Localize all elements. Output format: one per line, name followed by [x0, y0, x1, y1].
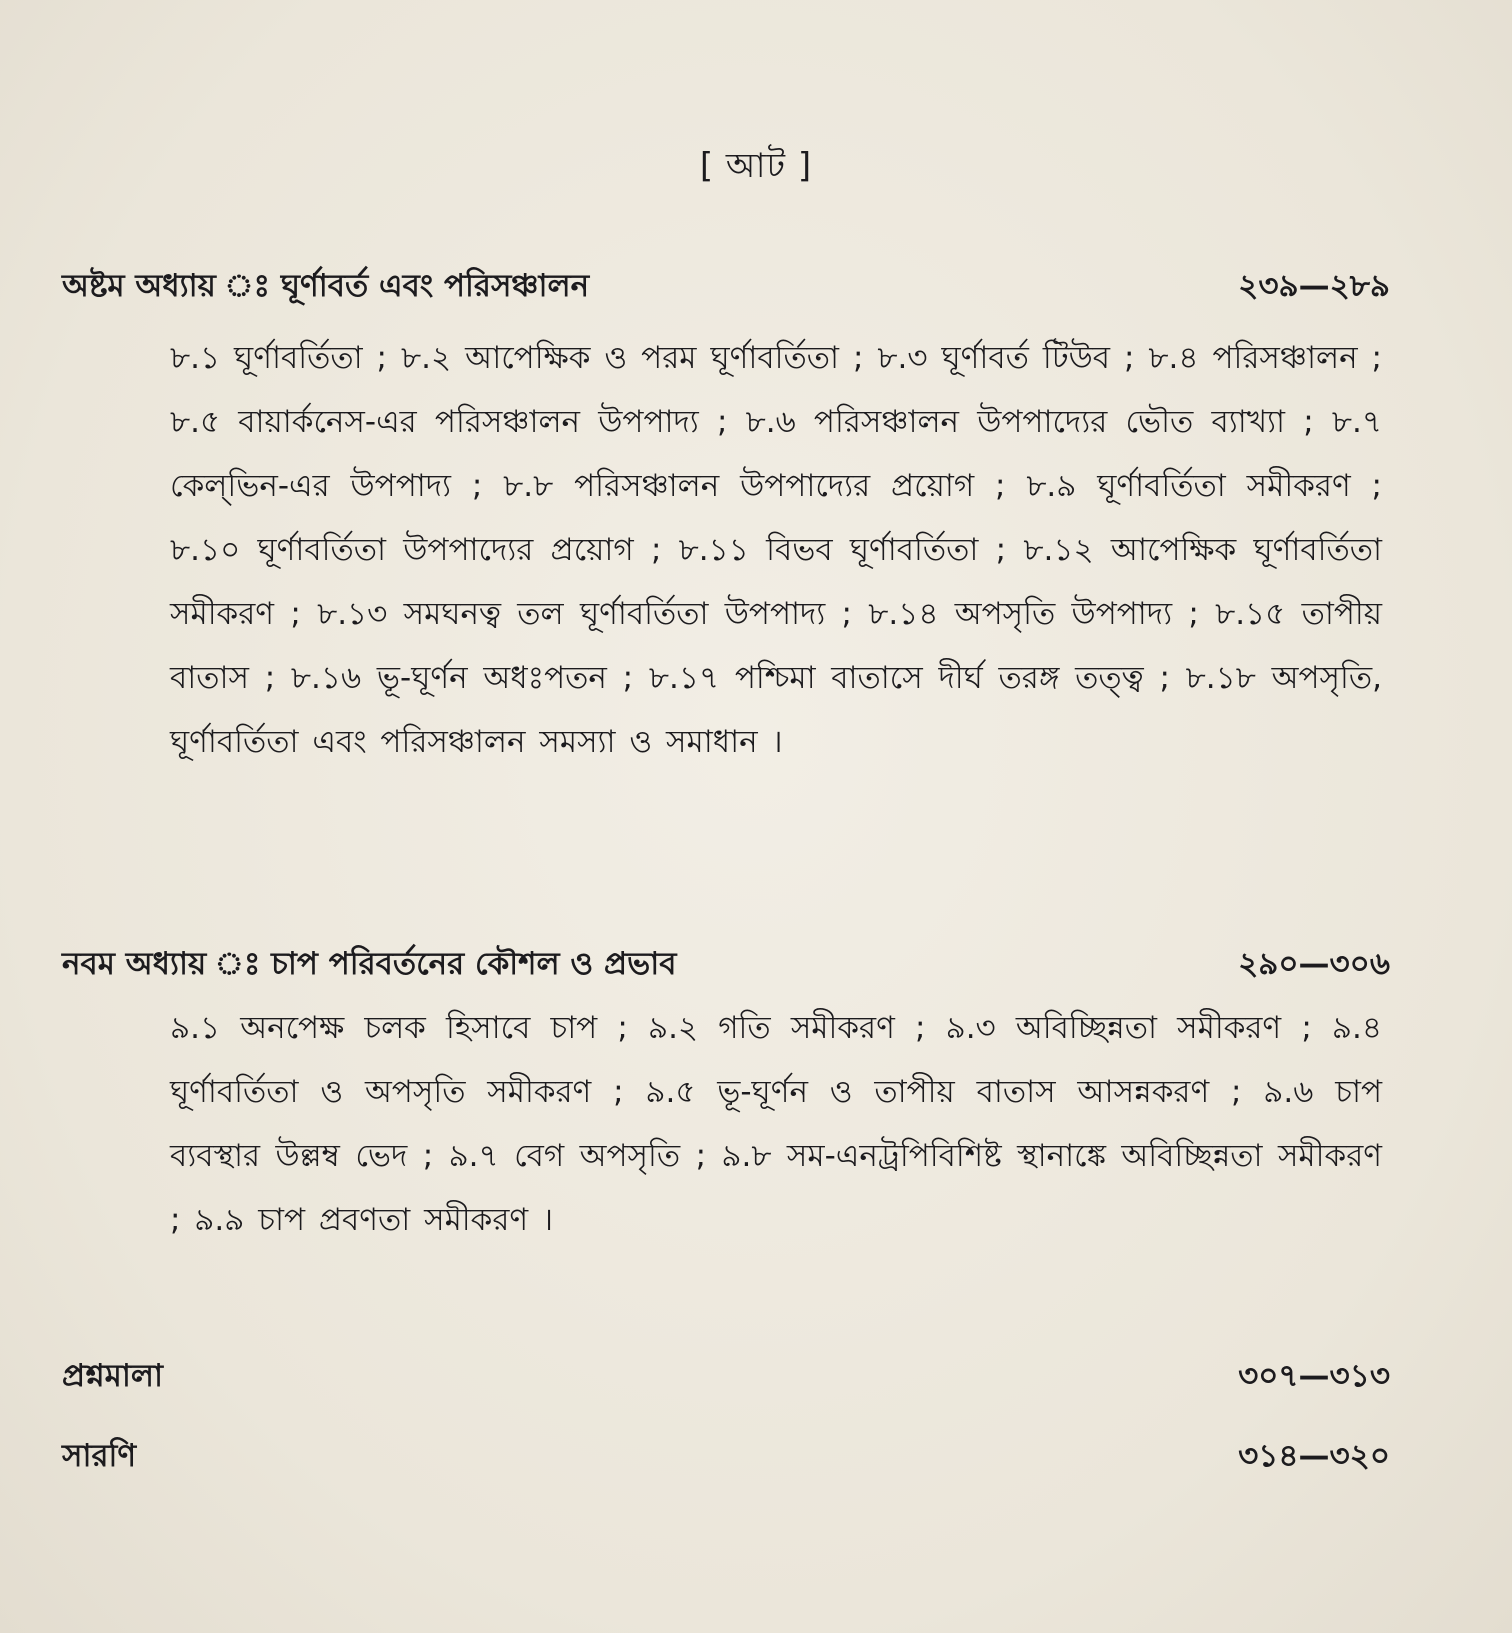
chapter-9-entry — [0, 940, 1512, 1252]
chapter-heading — [0, 262, 1512, 312]
tables-heading — [0, 1432, 1512, 1482]
questions-page-range: ৩০৭—৩১৩ — [1238, 1358, 1390, 1394]
chapter-contents: ৯.১ অনপেক্ষ চলক হিসাবে চাপ ; ৯.২ গতি সমীকরণ ; ৯.৩ অবিচ্ছিন্নতা সমীকরণ ; ৯.৪ ঘূর্ণাবর্তিতা ও অপসৃতি সমীকরণ ; ৯.৫ ভূ-ঘূর্ণন ও তাপীয় বাতাস আসন্নকরণ ; ৯.৬ চাপ ব্যবস্থার উল্লম্ব ভেদ ; ৯.৭ বেগ অপসৃতি ; ৯.৮ সম-এনট্রপিবিশিষ্ট স্থানাঙ্কে অবিচ্ছিন্নতা সমীকরণ ; ৯.৯ চাপ প্রবণতা সমীকরণ । — [170, 1010, 1382, 1238]
chapter-page-range: ২৯০—৩০৬ — [1238, 946, 1390, 982]
questions-entry — [0, 1352, 1512, 1402]
questions-title: প্রশ্নমালা — [62, 1358, 163, 1394]
chapter-title: নবম অধ্যায় ঃ চাপ পরিবর্তনের কৌশল ও প্রভাব — [62, 946, 677, 982]
chapter-page-range: ২৩৯—২৮৯ — [1238, 268, 1390, 304]
chapter-heading — [0, 940, 1512, 990]
chapter-contents: ৮.১ ঘূর্ণাবর্তিতা ; ৮.২ আপেক্ষিক ও পরম ঘূর্ণাবর্তিতা ; ৮.৩ ঘূর্ণাবর্ত টিউব ; ৮.৪ পরিসঞ্চালন ; ৮.৫ বায়ার্কনেস-এর পরিসঞ্চালন উপপাদ্য ; ৮.৬ পরিসঞ্চালন উপপাদ্যের ভৌত ব্যাখ্যা ; ৮.৭ কেল্‌ভিন-এর উপপাদ্য ; ৮.৮ পরিসঞ্চালন উপপাদ্যের প্রয়োগ ; ৮.৯ ঘূর্ণাবর্তিতা সমীকরণ ; ৮.১০ ঘূর্ণাবর্তিতা উপপাদ্যের প্রয়োগ ; ৮.১১ বিভব ঘূর্ণাবর্তিতা ; ৮.১২ আপেক্ষিক ঘূর্ণাবর্তিতা সমীকরণ ; ৮.১৩ সমঘনত্ব তল ঘূর্ণাবর্তিতা উপপাদ্য ; ৮.১৪ অপসৃতি উপপাদ্য ; ৮.১৫ তাপীয় বাতাস ; ৮.১৬ ভূ-ঘূর্ণন অধঃপতন ; ৮.১৭ পশ্চিমা বাতাসে দীর্ঘ তরঙ্গ তত্ত্ব ; ৮.১৮ অপসৃতি, ঘূর্ণাবর্তিতা এবং পরিসঞ্চালন সমস্যা ও সমাধান । — [170, 340, 1382, 760]
chapter-8-entry — [0, 262, 1512, 774]
tables-title: সারণি — [62, 1438, 137, 1474]
questions-heading — [0, 1352, 1512, 1402]
page-number-label: [ আট ] — [699, 146, 813, 186]
tables-page-range: ৩১৪—৩২০ — [1238, 1438, 1390, 1474]
chapter-title: অষ্টম অধ্যায় ঃ ঘূর্ণাবর্ত এবং পরিসঞ্চালন — [62, 268, 590, 304]
tables-entry — [0, 1432, 1512, 1482]
